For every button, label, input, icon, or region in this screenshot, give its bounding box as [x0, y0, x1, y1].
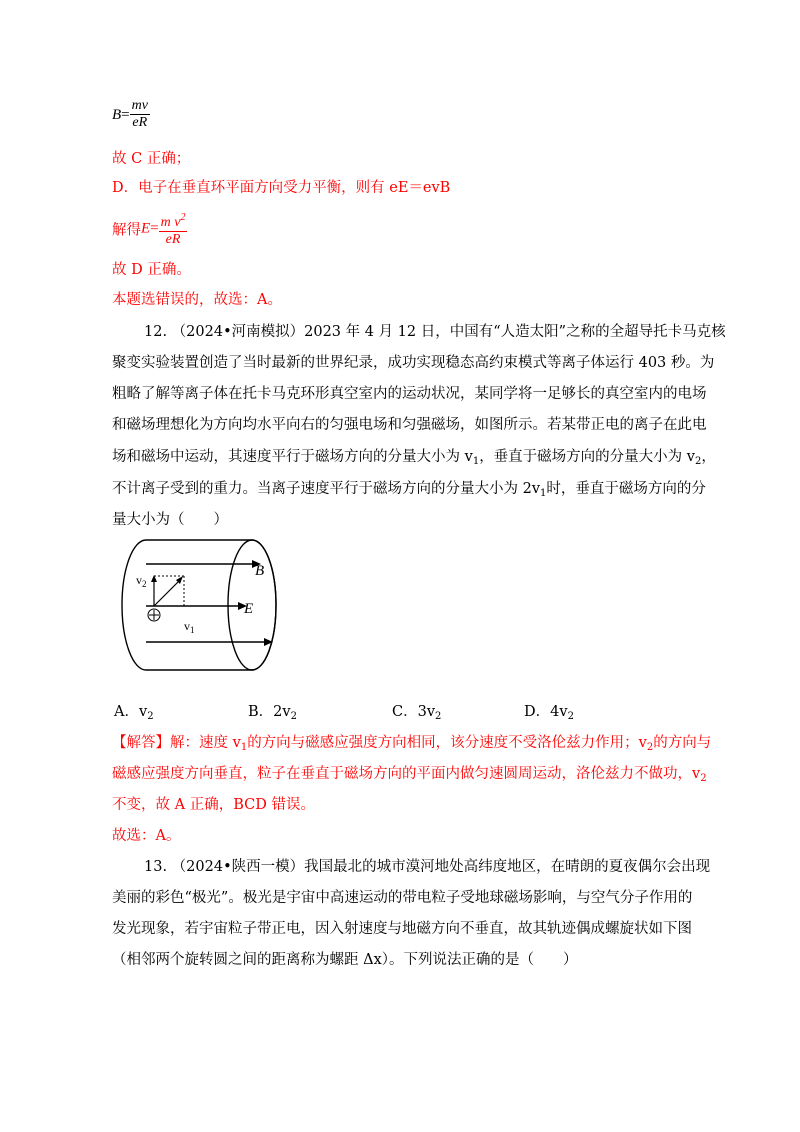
magnetic-field-diagram — [120, 538, 285, 677]
answer12-line-2 — [112, 764, 707, 789]
q13-line-2: 美丽的彩色“极光”。极光是宇宙中高速运动的带电粒子受地球磁场影响，与空气分子作用的 — [112, 890, 693, 906]
formula-e-numerator: m v — [160, 215, 181, 230]
q13-line-1: 13. （2024•陕西一模）我国最北的城市漠河地处高纬度地区，在晴朗的夏夜偶尔会出现 — [144, 859, 711, 875]
q12-line-1: 12. （2024•河南模拟）2023 年 4 月 12 日，中国有“人造太阳”之称的全超导托卡马克核 — [144, 324, 726, 340]
answer12-line-2-a: 磁感应强度方向垂直，粒子在垂直于磁场方向的平面内做匀速圆周运动，洛伦兹力不做功，v — [112, 766, 701, 782]
option-b-sub: 2 — [290, 711, 297, 722]
label-e: E — [244, 601, 254, 617]
q12-line-6 — [112, 479, 706, 504]
formula-e-eq: = — [150, 220, 159, 237]
formula-b-lhs: B — [112, 107, 122, 123]
q12-line-5-c: ， — [701, 449, 716, 465]
answer12-line-1-a: 解：速度 v — [170, 735, 241, 751]
q12-line-6-sub: 1 — [540, 488, 547, 499]
formula-e — [112, 210, 187, 248]
label-v2: $v_2$ — [136, 573, 147, 589]
c-correct-text: 故 C 正确； — [112, 151, 191, 167]
label-v1: $v_1$ — [184, 619, 195, 635]
q13-line-3: 发光现象，若宇宙粒子带正电，因入射速度与地磁方向不垂直，故其轨迹偶成螺旋状如下图 — [112, 921, 692, 937]
option-d[interactable] — [524, 700, 574, 722]
answer-tag: 【解答】 — [112, 735, 170, 751]
q12-line-6-b: 时，垂直于磁场方向的分 — [546, 481, 706, 497]
formula-b-fraction — [130, 98, 150, 131]
formula-b-numerator: mv — [131, 98, 148, 113]
option-a-sub: 2 — [147, 711, 154, 722]
option-b-key: B． — [248, 704, 274, 720]
answer12-line-1-b: 的方向与磁感应强度方向相同，该分速度不受洛伦兹力作用；v — [247, 735, 647, 751]
answer12-line-1-sub: 1 — [240, 742, 248, 753]
v2-arrowhead — [151, 575, 157, 582]
option-d-key: D． — [524, 704, 551, 720]
q12-line-5-b: ，垂直于磁场方向的分量大小为 v — [479, 449, 695, 465]
answer12-line-1 — [112, 733, 711, 758]
diagram-svg — [120, 538, 285, 673]
q12-line-3: 粗略了解等离子体在托卡马克环形真空室内的运动状况，某同学将一足够长的真空室内的电场 — [112, 386, 707, 402]
q12-line-5 — [112, 447, 716, 472]
answer12-line-2-sub: 2 — [700, 773, 707, 784]
option-d-value: 4v — [550, 704, 568, 720]
formula-b — [112, 98, 150, 131]
formula-e-fraction — [159, 210, 188, 248]
formula-e-denominator: eR — [165, 232, 181, 247]
option-a-key: A． — [114, 704, 139, 720]
option-c-key: C． — [392, 704, 418, 720]
formula-b-denominator: eR — [132, 115, 148, 130]
option-c[interactable] — [392, 700, 441, 722]
q12-line-7: 量大小为（ ） — [112, 512, 228, 528]
option-c-value: 3v — [417, 704, 436, 720]
answer12-line-1-sub2: 2 — [646, 742, 654, 753]
q12-line-4: 和磁场理想化为方向均水平向右的匀强电场和匀强磁场，如图所示。若某带正电的离子在此电 — [112, 417, 707, 433]
formula-e-lhs: E — [141, 220, 151, 237]
formula-b-eq: = — [121, 107, 130, 123]
solve-prefix: 解得 — [112, 222, 141, 239]
option-a[interactable] — [114, 700, 154, 722]
answer12-line-3: 不变，故 A 正确，BCD 错误。 — [112, 797, 315, 813]
conclusion-text: 本题选错误的，故选：A。 — [112, 292, 282, 308]
q12-line-5-a: 场和磁场中运动，其速度平行于磁场方向的分量大小为 v — [112, 449, 473, 465]
q12-line-2: 聚变实验装置创造了当时最新的世界纪录，成功实现稳态高约束模式等离子体运行 403 秒。为 — [112, 355, 715, 371]
option-c-sub: 2 — [435, 711, 442, 722]
d-statement-text: D．电子在垂直环平面方向受力平衡，则有 eE＝evB — [112, 180, 451, 196]
q12-line-5-sub2: 2 — [695, 456, 702, 467]
formula-e-exponent: 2 — [180, 212, 186, 223]
option-d-sub: 2 — [567, 711, 574, 722]
answer12-choice: 故选：A。 — [112, 828, 181, 844]
q12-line-5-sub1: 1 — [472, 456, 480, 467]
resultant-vector — [154, 580, 180, 606]
label-b: B — [255, 563, 265, 579]
answer12-line-1-c: 的方向与 — [653, 735, 712, 751]
q13-line-4: （相邻两个旋转圆之间的距离称为螺距 Δx）。下列说法正确的是（ ） — [112, 952, 578, 968]
d-correct-text: 故 D 正确。 — [112, 262, 191, 278]
option-b[interactable] — [248, 700, 297, 722]
option-b-value: 2v — [273, 704, 291, 720]
q12-line-6-a: 不计离子受到的重力。当离子速度平行于磁场方向的分量大小为 2v — [112, 481, 541, 497]
option-a-value: v — [138, 704, 148, 720]
